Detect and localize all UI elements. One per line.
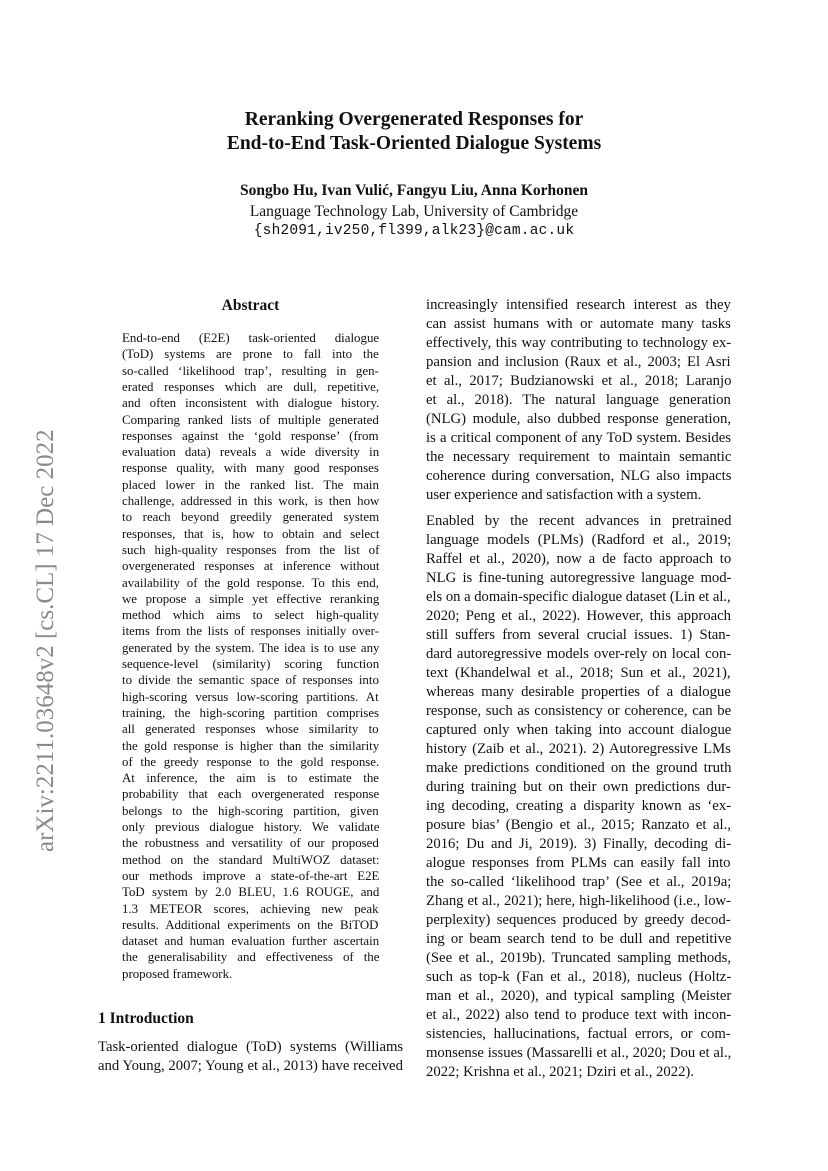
text-line: Comparing ranked lists of multiple generated	[122, 412, 379, 427]
text-line: the robustness and versatility of our proposed	[122, 836, 379, 851]
title-line-2: End-to-End Task-Oriented Dialogue Systems	[226, 133, 602, 154]
text-line: et al., 2017; Budzianowski et al., 2018; Laranjo	[426, 373, 732, 389]
text-line: responses, that is, how to obtain and select	[122, 526, 380, 541]
text-line: 2020; Peng et al., 2022). However, this approach	[426, 608, 731, 624]
text-line: increasingly intensified research interest as they	[426, 297, 731, 313]
author-emails: {sh2091,iv250,fl399,alk23}@cam.ac.uk	[253, 223, 575, 239]
text-line: of the greedy response to the gold response.	[122, 754, 380, 769]
text-line: evaluation data) reveals a wide diversity in	[122, 445, 380, 460]
text-line: captured only when taking into account dialogue	[426, 722, 732, 738]
text-line: pansion and inclusion (Raux et al., 2003; El Asri	[426, 354, 731, 370]
text-line: such high-quality responses from the list of	[122, 542, 380, 557]
abstract-heading: Abstract	[221, 297, 280, 314]
text-line: et al., 2022) also tend to produce text with incon-	[426, 1007, 732, 1023]
text-line: NLG is fine-tuning autoregressive language mod-	[426, 570, 732, 586]
text-line: 2022; Krishna et al., 2021; Dziri et al., 2022).	[426, 1064, 694, 1080]
text-line: belongs to the high-scoring partition, given	[122, 803, 379, 818]
paper-title	[0, 108, 828, 156]
text-line: erated responses which are dull, repetitive,	[122, 379, 380, 394]
text-line: effectively, this way contributing to technology ex-	[426, 335, 732, 351]
text-line: the gold response is higher than the similarity	[122, 738, 380, 753]
title-line-1: Reranking Overgenerated Responses for	[244, 109, 584, 130]
text-line: (NLG) module, also dubbed response generation,	[426, 411, 731, 427]
text-line: the necessary requirement to maintain semantic	[426, 449, 732, 465]
section-heading-introduction: 1 Introduction	[98, 1010, 194, 1027]
text-line: all generated responses whose similarity to	[122, 722, 379, 737]
text-line: results. Additional experiments on the BiTOD	[122, 917, 379, 932]
text-line: Task-oriented dialogue (ToD) systems (Williams	[98, 1039, 404, 1055]
text-line: is a critical component of any ToD system. Besides	[426, 430, 731, 446]
text-line: et al., 2018). The natural language generation	[426, 392, 731, 408]
text-line: alogue responses from PLMs can easily fall into	[426, 855, 731, 871]
text-line: training, the high-scoring partition comprises	[122, 705, 380, 720]
text-line: 1.3 METEOR scores, achieving new peak	[122, 901, 379, 916]
text-line: els on a domain-specific dialogue dataset (Lin et al.,	[426, 589, 731, 605]
text-line: and often inconsistent with dialogue history.	[122, 396, 380, 411]
text-line: coherence during conversation, NLG also impacts	[426, 468, 732, 484]
text-line: dataset and human evaluation further ascertain	[122, 934, 380, 949]
text-line: man et al., 2020), and typical sampling (Meister	[426, 988, 732, 1004]
text-line: method on the standard MultiWOZ dataset:	[122, 852, 380, 867]
text-line: posure bias’ (Bengio et al., 2015; Ranzato et al.,	[426, 817, 731, 833]
text-line: (See et al., 2019b). Truncated sampling methods,	[426, 950, 731, 966]
text-line: availability of the gold response. To this end,	[122, 575, 379, 590]
text-line: Enabled by the recent advances in pretrained	[426, 513, 732, 529]
text-line: monsense issues (Massarelli et al., 2020; Dou et al.,	[426, 1045, 732, 1061]
arxiv-id-text: arXiv:2211.03648v2 [cs.CL] 17 Dec 2022	[32, 429, 59, 852]
text-line: history (Zaib et al., 2021). 2) Autoregressive LMs	[426, 741, 731, 757]
text-line: proposed framework.	[122, 966, 233, 981]
affiliation: Language Technology Lab, University of Cambridge	[249, 203, 579, 220]
text-line: can assist humans with or automate many tasks	[426, 316, 731, 332]
text-line: items from the lists of responses initially over-	[122, 624, 379, 639]
text-line: ing or beam search tend to be dull and repetitive	[426, 931, 732, 947]
text-line: still suffers from several crucial issues. 1) Stan-	[426, 627, 731, 643]
text-line: to reach beyond greedily generated system	[122, 510, 380, 525]
text-line: At inference, the aim is to estimate the	[122, 771, 380, 786]
text-line: End-to-end (E2E) task-oriented dialogue	[122, 331, 380, 345]
text-line: perplexity) sequences produced by greedy decod-	[426, 912, 731, 928]
text-line: sistencies, hallucinations, factual errors, or com-	[426, 1026, 731, 1042]
text-line: 2016; Du and Ji, 2019). 3) Finally, decoding di-	[426, 836, 732, 852]
text-line: language models (PLMs) (Radford et al., 2019;	[426, 532, 732, 548]
text-line: ing decoding, creating a disparity known as ‘ex-	[426, 798, 732, 814]
text-line: placed lower in the ranked list. The main	[122, 477, 379, 492]
author-list: Songbo Hu, Ivan Vulić, Fangyu Liu, Anna Korhonen	[239, 182, 589, 199]
text-line: whereas many desirable properties of a dialogue	[426, 684, 731, 700]
text-line: we propose a simple yet effective reranking	[122, 591, 380, 606]
text-line: such as top-k (Fan et al., 2018), nucleus (Holtz-	[426, 969, 732, 985]
text-line: to divide the semantic space of responses into	[122, 673, 379, 688]
text-line: Zhang et al., 2021); here, high-likelihood (i.e., low-	[426, 893, 732, 909]
text-line: method which aims to select high-quality	[122, 608, 380, 623]
text-line: user experience and satisfaction with a system.	[426, 487, 702, 503]
text-line: probability that each overgenerated response	[122, 787, 380, 802]
text-line: (ToD) systems are prone to fall into the	[122, 347, 379, 362]
text-line: ToD system by 2.0 BLEU, 1.6 ROUGE, and	[122, 885, 380, 900]
text-line: high-scoring versus low-scoring partitions. At	[122, 689, 379, 704]
text-line: challenge, addressed in this work, is then how	[122, 494, 380, 508]
text-line: dard autoregressive models over-rely on local con-	[426, 646, 732, 662]
text-line: response, such as consistency or coherence, can be	[426, 703, 732, 719]
text-line: Raffel et al., 2020), now a de facto approach to	[426, 551, 732, 567]
text-line: overgenerated responses at inference without	[122, 559, 380, 574]
text-line: responses against the ‘gold response’ (from	[122, 428, 379, 443]
text-line: only previous dialogue history. We validate	[122, 820, 380, 834]
text-line: sequence-level (similarity) scoring function	[122, 657, 380, 671]
text-line: our methods improve a state-of-the-art E2E	[122, 868, 380, 883]
text-line: the so-called ‘likelihood trap’ (See et al., 2019a;	[426, 874, 732, 890]
text-line: response quality, with many good responses	[122, 461, 379, 476]
text-line: text (Khandelwal et al., 2018; Sun et al., 2021),	[426, 665, 731, 681]
text-line: during training but on their own predictions dur-	[426, 779, 731, 795]
text-line: the generalisability and effectiveness of the	[122, 950, 380, 965]
text-line: generated by the system. The idea is to use any	[122, 640, 380, 655]
text-line: make predictions conditioned on the ground truth	[426, 760, 732, 776]
text-line: so-called ‘likelihood trap’, resulting in gen-	[122, 363, 379, 378]
arxiv-identifier-stamp	[10, 362, 70, 862]
text-line: and Young, 2007; Young et al., 2013) have received	[98, 1058, 403, 1074]
